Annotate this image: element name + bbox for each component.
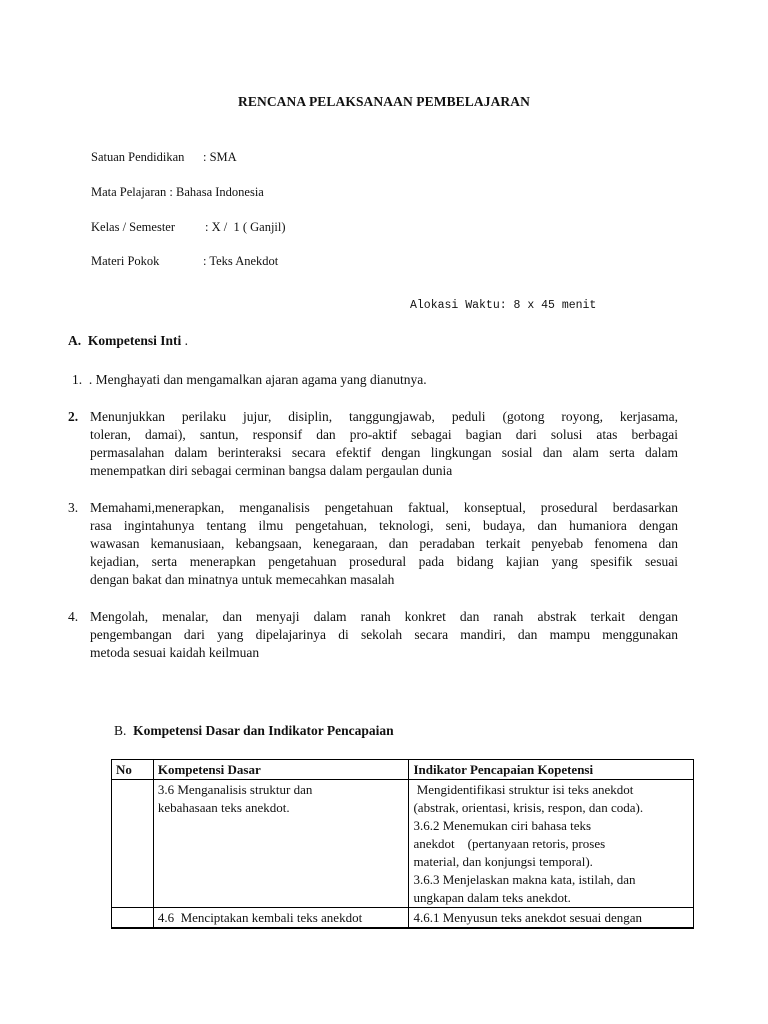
ki-number: 3. [68, 500, 79, 515]
ipk-line: material, dan konjungsi temporal). [413, 854, 593, 869]
kompetensi-table [111, 759, 694, 929]
ki-line: Memahami,menerapkan, menganalisis pengetahuan faktual, konseptual, prosedural berdasarkan [90, 500, 678, 515]
ki-number: 1. [72, 372, 83, 387]
ipk-line: Mengidentifikasi struktur isi teks anekdot [413, 782, 634, 797]
section-a-heading [68, 333, 188, 349]
ki-line: Menunjukkan perilaku jujur, disiplin, tanggungjawab, peduli (gotong royong, kerjasama, [90, 409, 678, 424]
ipk-line: (abstrak, orientasi, krisis, respon, dan coda). [413, 800, 644, 815]
ki-line: permasalahan dalam berinteraksi secara efektif dengan lingkungan sosial dan alam serta dalam [90, 445, 678, 460]
ki-item [68, 408, 678, 480]
alokasi-value: : 8 x 45 menit [499, 299, 597, 312]
ipk-line: 3.6.2 Menemukan ciri bahasa teks [413, 818, 592, 833]
satuan-pendidikan-row [91, 150, 237, 165]
ki-line: toleran, damai), santun, responsif dan pro-aktif sebagai bagian dari solusi atas berbagai [90, 427, 678, 442]
materi-pokok-row [91, 254, 278, 269]
kelas-value: : X / 1 ( Ganjil) [205, 220, 286, 234]
ki-line: Mengolah, menalar, dan menyaji dalam ranah konkret dan ranah abstrak terkait dengan [90, 609, 678, 624]
table-row [112, 908, 694, 929]
ipk-line: 3.6.3 Menjelaskan makna kata, istilah, dan [413, 872, 636, 887]
ki-line: . Menghayati dan mengamalkan ajaran agama yang dianutnya. [88, 372, 427, 387]
ki-line: dengan bakat dan minatnya untuk memecahkan masalah [90, 572, 395, 587]
table-header-row [112, 760, 694, 780]
ki-item [68, 499, 678, 589]
header-kompetensi-dasar: Kompetensi Dasar [153, 760, 409, 780]
cell-no [112, 780, 154, 908]
ki-line: rasa ingintahunya tentang ilmu pengetahuan, teknologi, seni, budaya, dan humaniora dengan [90, 518, 678, 533]
ki-item [68, 608, 678, 662]
cell-kd [153, 780, 409, 908]
ki-item [72, 371, 682, 389]
ki-number: 2. [68, 409, 79, 424]
section-a-letter: A. [68, 333, 82, 348]
alokasi-label: Alokasi Waktu [410, 299, 500, 312]
section-b-title: Kompetensi Dasar dan Indikator Pencapaian [133, 723, 394, 738]
materi-value: : Teks Anekdot [203, 254, 279, 268]
mapel-text: Mata Pelajaran : Bahasa Indonesia [91, 185, 264, 199]
ki-line: wawasan kemanusiaan, kebangsaan, kenegaraan, dan peradaban terkait penyebab fenomena dan [90, 536, 678, 551]
satuan-value: : SMA [203, 150, 237, 164]
table-row [112, 780, 694, 908]
ki-number: 4. [68, 609, 79, 624]
kelas-label: Kelas / Semester [91, 220, 176, 234]
ki-line: kejadian, serta menerapkan pengetahuan prosedural pada bidang kajian yang spesifik sesuai [90, 554, 678, 569]
materi-label: Materi Pokok [91, 254, 160, 268]
section-a-title: Kompetensi Inti [87, 333, 182, 348]
header-indikator: Indikator Pencapaian Kopetensi [409, 760, 694, 780]
section-a-suffix: . [184, 333, 189, 348]
satuan-label: Satuan Pendidikan [91, 150, 185, 164]
kelas-semester-row [91, 220, 286, 235]
cell-kd: 4.6 Menciptakan kembali teks anekdot [153, 908, 409, 929]
ki-line: menempatkan diri sebagai cerminan bangsa dalam pergaulan dunia [90, 463, 453, 478]
document-title: RENCANA PELAKSANAAN PEMBELAJARAN [238, 94, 530, 109]
ipk-line: anekdot (pertanyaan retoris, proses [413, 836, 606, 851]
ipk-line: ungkapan dalam teks anekdot. [413, 890, 571, 905]
mata-pelajaran-row [91, 185, 264, 200]
kd-line: 3.6 Menganalisis struktur dan [157, 782, 313, 797]
section-b-heading [114, 723, 394, 739]
kd-line: kebahasaan teks anekdot. [157, 800, 290, 815]
ki-line: metoda sesuai kaidah keilmuan [90, 645, 260, 660]
ki-line: pengembangan dari yang dipelajarinya di sekolah secara mandiri, dan mampu menggunakan [90, 627, 678, 642]
section-b-letter: B. [114, 723, 127, 738]
header-no: No [112, 760, 154, 780]
alokasi-waktu-row [410, 299, 596, 312]
cell-no [112, 908, 154, 929]
cell-ipk [409, 780, 694, 908]
cell-ipk: 4.6.1 Menyusun teks anekdot sesuai dengan [409, 908, 694, 929]
